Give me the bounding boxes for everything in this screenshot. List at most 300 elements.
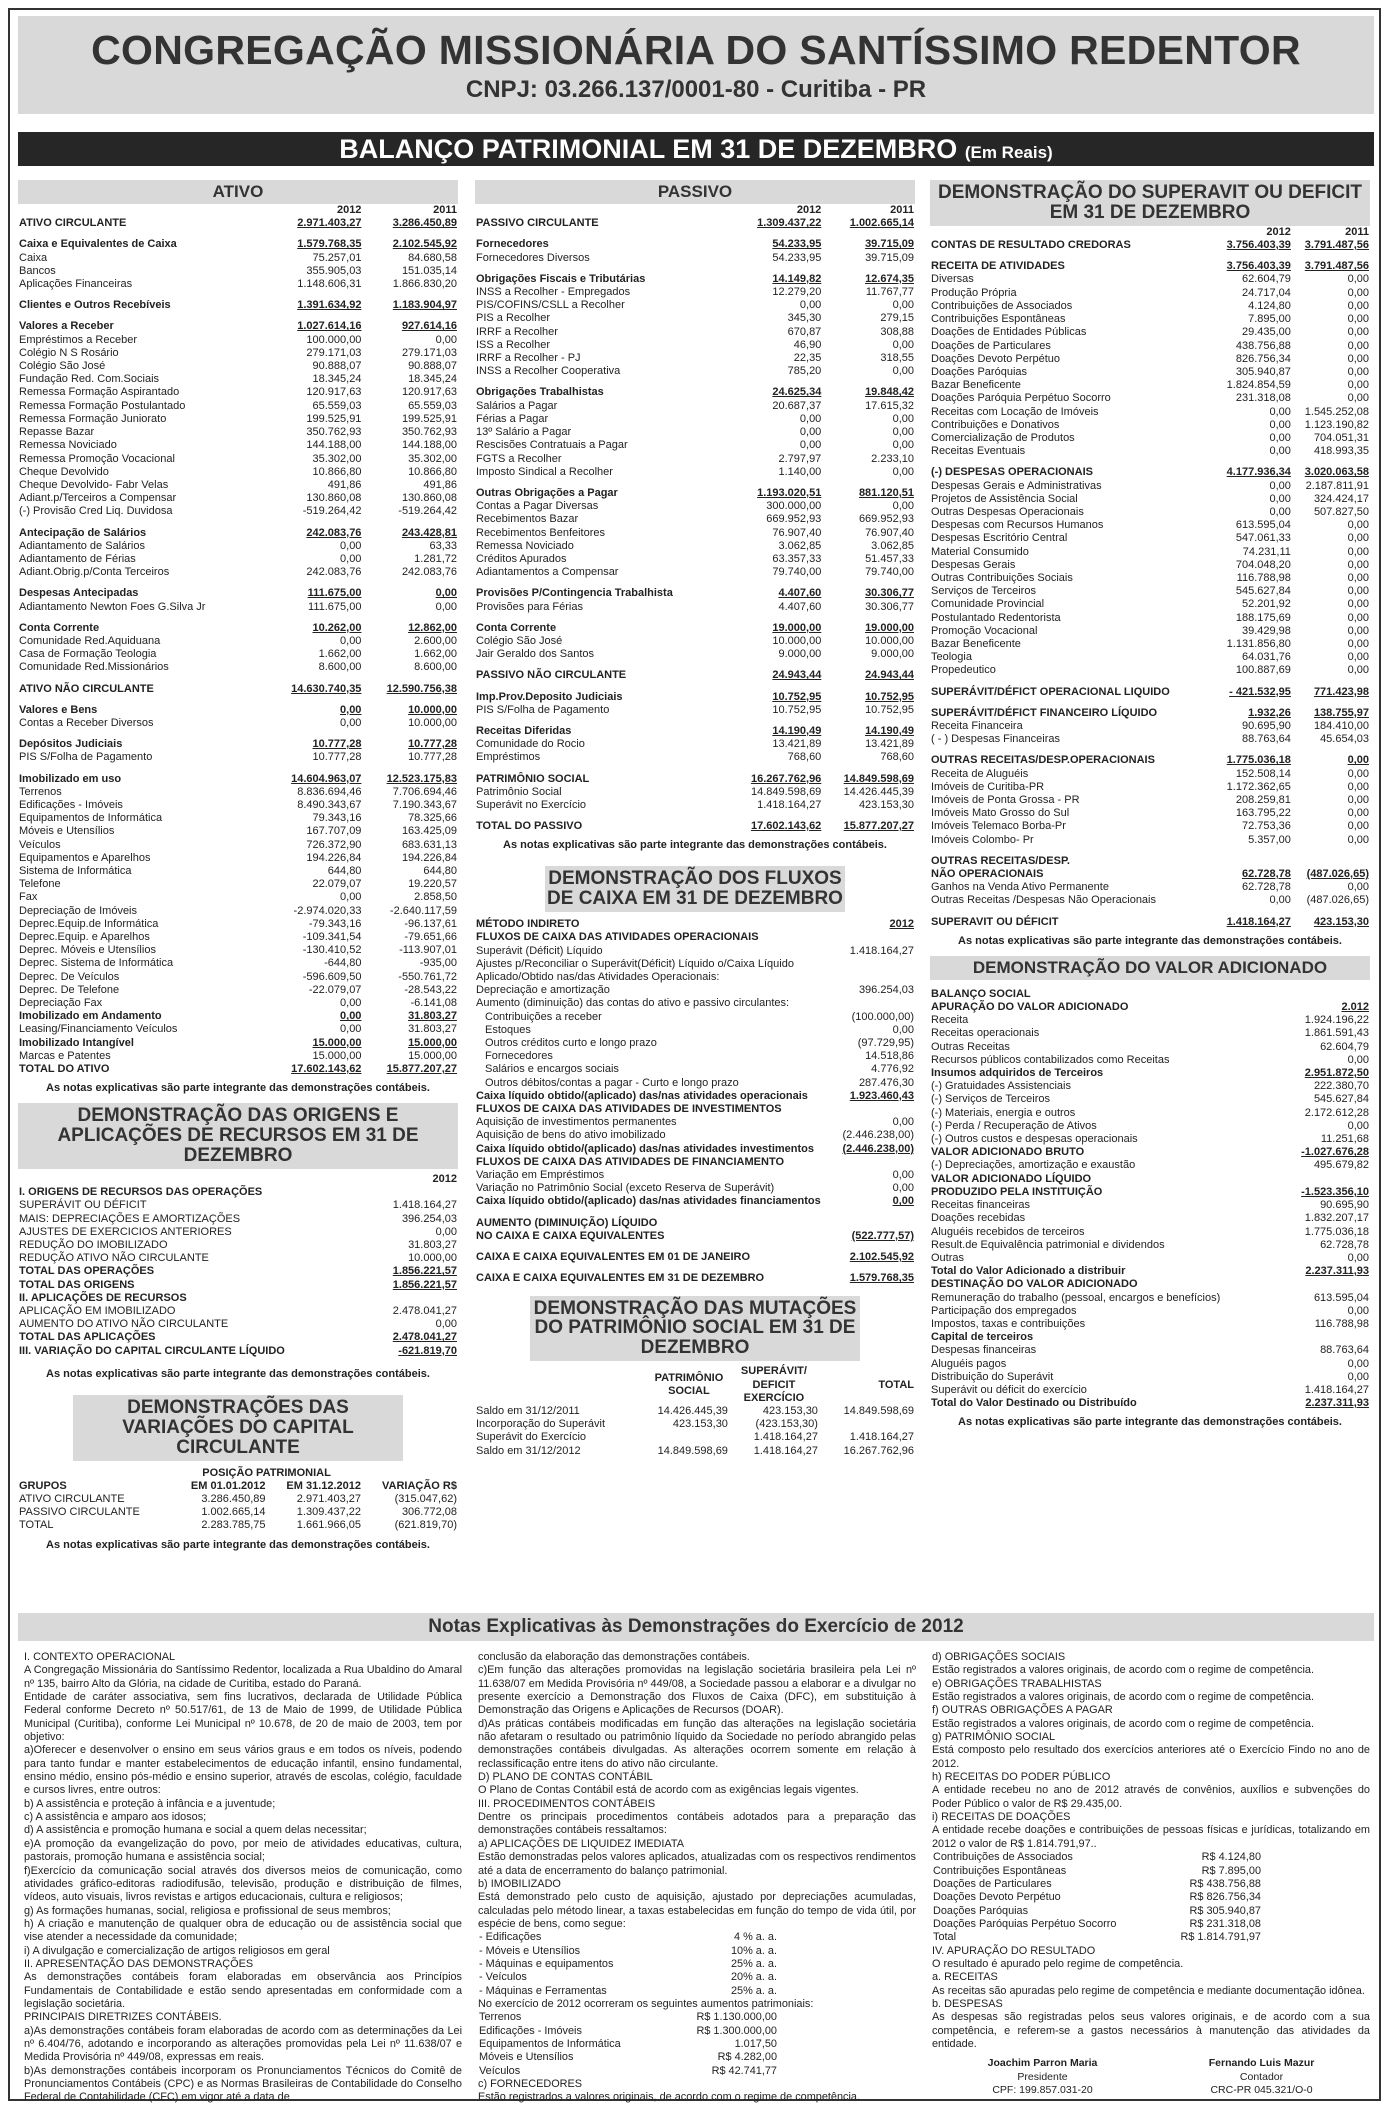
table-row xyxy=(475,683,915,691)
note-paragraph: conclusão da elaboração das demonstrações contábeis. xyxy=(478,1651,750,1663)
year-2012: 2012 xyxy=(336,204,362,217)
note-paragraph: a)As demonstrações contábeis foram elaboradas de acordo com as determinações da Lei nº 6.404/76, adotando e incorporando as alterações promovidas pela Lei nº 11.638/07 e Medida Provisória nº 449/08, expressas em reais. xyxy=(24,2024,462,2064)
table-row: Remessa Noviciado 3.062,85 3.062,85 xyxy=(476,539,914,552)
doacoes-table xyxy=(932,1851,1262,1944)
table-row xyxy=(18,614,458,622)
table-row: Incorporação do Superávit 423.153,30 (423.153,30) xyxy=(476,1418,818,1431)
table-row: Despesas Gerais 704.048,20 0,00 xyxy=(931,558,1369,571)
table-row: Adiantamento de Férias 0,00 1.281,72 xyxy=(19,552,457,565)
table-row: Receita de Aluguéis 152.508,14 0,00 xyxy=(931,767,1369,780)
table-row: Telefone 22.079,07 19.220,57 xyxy=(19,878,457,891)
table-row: VALOR ADICIONADO BRUTO -1.027.676,28 xyxy=(931,1146,1369,1159)
balance-title-band xyxy=(18,132,1374,166)
note-paragraph: b. DESPESAS xyxy=(932,1997,1003,2010)
table-row: Férias a Pagar 0,00 0,00 xyxy=(476,412,914,425)
table-row: Empréstimos a Receber 100.000,00 0,00 xyxy=(19,333,457,346)
table-row: Recursos públicos contabilizados como Receitas 0,00 xyxy=(931,1053,1369,1066)
table-row: Recebimentos Bazar 669.952,93 669.952,93 xyxy=(476,513,914,526)
table-row: CAIXA E CAIXA EQUIVALENTES EM 31 DE DEZEMBRO 1.579.768,35 xyxy=(476,1272,914,1285)
table-row: Receita 1.924.196,22 xyxy=(931,1014,1369,1027)
table-row: SUPERAVIT OU DÉFICIT 1.418.164,27 423.153,30 xyxy=(931,915,1369,928)
notes-title: Notas Explicativas às Demonstrações do Exercício de 2012 xyxy=(18,1613,1374,1641)
newspaper-page xyxy=(8,8,1381,2104)
table-row: Ajustes p/Reconciliar o Superávit(Déficit) Líquido o/Caixa Líquido xyxy=(476,957,794,970)
table-row: CONTAS DE RESULTADO CREDORAS 3.756.403,39 3.791.487,56 xyxy=(931,239,1369,252)
table-row: Comunidade Red.Aquiduana 0,00 2.600,00 xyxy=(19,634,457,647)
table-row: Participação dos empregados 0,00 xyxy=(931,1304,1369,1317)
table-row: Doações Paróquias Perpétuo Socorro R$ 231.318,08 xyxy=(933,1917,1261,1930)
table-row: - Móveis e Utensílios 10% a. a. xyxy=(479,1944,777,1957)
table-row: (-) Gratuidades Assistenciais 222.380,70 xyxy=(931,1080,1369,1093)
note-paragraph: i) RECEITAS DE DOAÇÕES xyxy=(932,1811,1071,1824)
table-row: Comunidade do Rocio 13.421,89 13.421,89 xyxy=(476,738,914,751)
table-row: Imobilizado Intangível 15.000,00 15.000,00 xyxy=(19,1036,457,1049)
table-row: Caixa líquido obtido/(aplicado) das/nas atividades financiamentos 0,00 xyxy=(476,1195,914,1208)
table-row: (-) Provisão Cred Liq. Duvidosa -519.264,42 -519.264,42 xyxy=(19,505,457,518)
note-paragraph: I. CONTEXTO OPERACIONAL xyxy=(24,1651,176,1663)
table-row: CAIXA E CAIXA EQUIVALENTES EM 01 DE JANEIRO 2.102.545,92 xyxy=(476,1251,914,1264)
table-row: Superávit ou déficit do exercício 1.418.164,27 xyxy=(931,1383,1369,1396)
table-row: ATIVO NÃO CIRCULANTE 14.630.740,35 12.590.756,38 xyxy=(19,682,457,695)
table-row: Obrigações Trabalhistas 24.625,34 19.848,42 xyxy=(476,386,914,399)
table-row xyxy=(475,479,915,487)
table-row: Aluguéis recebidos de terceiros 1.775.036,18 xyxy=(931,1225,1369,1238)
table-row: Cheque Devolvido 10.866,80 10.866,80 xyxy=(19,465,457,478)
table-row: RECEITA DE ATIVIDADES 3.756.403,39 3.791.487,56 xyxy=(931,260,1369,273)
table-row: Veículos R$ 42.741,77 xyxy=(479,2064,777,2077)
table-row: APURAÇÃO DO VALOR ADICIONADO 2.012 xyxy=(931,1001,1369,1014)
note-paragraph: c) A assistência e amparo aos idosos; xyxy=(24,1811,207,1824)
note-paragraph: As despesas são registradas pelos seus valores originais, e de acordo com a sua competência, e referem-se a gastos necessários à manutenção das atividades da entidade. xyxy=(932,2011,1370,2050)
note-paragraph: As demonstrações contábeis foram elaboradas em observância aos Princípios Fundamentais de Contabilidade e estão sendo apresentadas em conformidade com a legislação societária. xyxy=(24,1971,462,2010)
table-row: Remessa Promoção Vocacional 35.302,00 35.302,00 xyxy=(19,452,457,465)
table-row xyxy=(475,1209,915,1217)
table-row: TOTAL 2.283.785,75 1.661.966,05 (621.819,70) xyxy=(19,1519,457,1532)
table-row: Contas a Pagar Diversas 300.000,00 0,00 xyxy=(476,500,914,513)
table-row: Receitas Eventuais 0,00 418.993,35 xyxy=(931,445,1369,458)
table-row: Salários a Pagar 20.687,37 17.615,32 xyxy=(476,399,914,412)
table-row: Imóveis Mato Grosso do Sul 163.795,22 0,00 xyxy=(931,807,1369,820)
note-valor: As notas explicativas são parte integrante das demonstrações contábeis. xyxy=(958,1416,1342,1429)
col-superavit: SUPERÁVIT/ DEFICIT EXERCÍCIO xyxy=(740,1365,807,1404)
table-row: Outras Obrigações a Pagar 1.193.020,51 881.120,51 xyxy=(476,486,914,499)
table-row: DESTINAÇÃO DO VALOR ADICIONADO xyxy=(931,1278,1138,1291)
col-ativo xyxy=(18,180,458,1560)
balance-title: BALANÇO PATRIMONIAL EM 31 DE DEZEMBRO xyxy=(339,134,958,164)
table-row: Despesas financeiras 88.763,64 xyxy=(931,1344,1369,1357)
table-row: Antecipação de Salários 242.083,76 243.428,81 xyxy=(19,526,457,539)
table-row: Deprec. De Veículos -596.609,50 -550.761,72 xyxy=(19,970,457,983)
table-row: (-) Serviços de Terceiros 545.627,84 xyxy=(931,1093,1369,1106)
table-row: - Edificações 4 % a. a. xyxy=(479,1931,777,1944)
table-row xyxy=(475,230,915,238)
note-origens: As notas explicativas são parte integrante das demonstrações contábeis. xyxy=(46,1367,430,1380)
table-row: Imóveis Colombo- Pr 5.357,00 0,00 xyxy=(931,833,1369,846)
table-row: Remessa Formação Postulantado 65.559,03 65.559,03 xyxy=(19,399,457,412)
table-row: NO CAIXA E CAIXA EQUIVALENTES (522.777,57) xyxy=(476,1229,914,1242)
table-row: Contas a Receber Diversos 0,00 10.000,00 xyxy=(19,716,457,729)
fluxos-title: DEMONSTRAÇÃO DOS FLUXOS DE CAIXA EM 31 DE DEZEMBRO xyxy=(545,866,845,912)
note-paragraph: IV. APURAÇÃO DO RESULTADO xyxy=(932,1944,1096,1957)
table-row: Outros débitos/contas a pagar - Curto e longo prazo 287.476,30 xyxy=(485,1076,914,1089)
table-row xyxy=(930,458,1370,466)
table-row: - Máquinas e Ferramentas 25% a. a. xyxy=(479,1984,777,1997)
table-row: Marcas e Patentes 15.000,00 15.000,00 xyxy=(19,1049,457,1062)
table-row: Produção Própria 24.717,04 0,00 xyxy=(931,286,1369,299)
table-row: APLICAÇÃO EM IMOBILIZADO 2.478.041,27 xyxy=(19,1305,457,1318)
header xyxy=(18,16,1374,114)
table-row: Contribuições de Associados R$ 4.124,80 xyxy=(933,1851,1261,1864)
note-paragraph: A Congregação Missionária do Santíssimo Redentor, localizada a Rua Ubaldino do Amaral nº 135, bairro Alto da Glória, na cidade de Curitiba, estado do Paraná. xyxy=(24,1664,462,1690)
table-row: Doações de Entidades Públicas 29.435,00 0,00 xyxy=(931,326,1369,339)
note-passivo: As notas explicativas são parte integrante das demonstrações contábeis. xyxy=(503,839,887,852)
note-paragraph: a) APLICAÇÕES DE LIQUIDEZ IMEDIATA xyxy=(478,1837,684,1850)
table-row: Contribuições e Donativos 0,00 1.123.190,82 xyxy=(931,418,1369,431)
table-row xyxy=(475,1264,915,1272)
note-paragraph: Estão registrados a valores originais, de acordo com o regime de competência. xyxy=(932,1717,1314,1730)
table-row: Leasing/Financiamento Veículos 0,00 31.803,27 xyxy=(19,1023,457,1036)
table-row: Salários e encargos sociais 4.776,92 xyxy=(485,1063,914,1076)
table-row: PIS a Recolher 345,30 279,15 xyxy=(476,312,914,325)
table-row: Repasse Bazar 350.762,93 350.762,93 xyxy=(19,426,457,439)
table-row: Recebimentos Benfeitores 76.907,40 76.907,40 xyxy=(476,526,914,539)
table-row: Caixa e Equivalentes de Caixa 1.579.768,35 2.102.545,92 xyxy=(19,238,457,251)
table-row: PIS/COFINS/CSLL a Recolher 0,00 0,00 xyxy=(476,299,914,312)
table-row: PASSIVO CIRCULANTE 1.002.665,14 1.309.437,22 306.772,08 xyxy=(19,1506,457,1519)
table-row: Aquisição de bens do ativo imobilizado (2.446.238,00) xyxy=(476,1129,914,1142)
ativo-table xyxy=(18,204,458,1076)
table-row: Cheque Devolvido- Fabr Velas 491,86 491,86 xyxy=(19,478,457,491)
table-row: MÉTODO INDIRETO 2012 xyxy=(476,918,914,931)
note-paragraph: PRINCIPAIS DIRETRIZES CONTÁBEIS. xyxy=(24,2011,222,2024)
table-row xyxy=(930,847,1370,855)
table-row: ATIVO CIRCULANTE 3.286.450,89 2.971.403,27 (315.047,62) xyxy=(19,1493,457,1506)
table-row: REDUÇÃO ATIVO NÃO CIRCULANTE 10.000,00 xyxy=(19,1252,457,1265)
table-row: NÃO OPERACIONAIS 62.728,78 (487.026,65) xyxy=(931,868,1369,881)
table-row: Adiantamento de Salários 0,00 63,33 xyxy=(19,539,457,552)
table-row: Receita Financeira 90.695,90 184.410,00 xyxy=(931,719,1369,732)
table-row xyxy=(475,765,915,773)
note-paragraph: O resultado é apurado pelo regime de competência. xyxy=(932,1957,1184,1970)
table-row: Créditos Apurados 63.357,33 51.457,33 xyxy=(476,552,914,565)
table-row: Promoção Vocacional 39.429,98 0,00 xyxy=(931,624,1369,637)
table-row: Ganhos na Venda Ativo Permanente 62.728,78 0,00 xyxy=(931,881,1369,894)
table-row: Doações Paróquia Perpétuo Socorro 231.318,08 0,00 xyxy=(931,392,1369,405)
table-row: VALOR ADICIONADO LÍQUIDO xyxy=(931,1172,1092,1185)
note-paragraph: c)Em função das alterações promovidas na legislação societária brasileira pela Lei nº 11.638/07 em Medida Provisória nº 449/08, a Sociedade passou a elaborar e a divulgar no presente exercício a Demonstração dos Fluxos de Caixa (DFC), em substituição à Demonstração das Origens e Aplicações de Recursos (DOAR). xyxy=(478,1664,916,1717)
valor-title: DEMONSTRAÇÃO DO VALOR ADICIONADO xyxy=(930,956,1370,980)
table-row: Edificações - Imóveis R$ 1.300.000,00 xyxy=(479,2024,777,2037)
table-row: TOTAL DAS APLICAÇÕES 2.478.041,27 xyxy=(19,1331,457,1344)
table-row: AUMENTO (DIMINUIÇÃO) LÍQUIDO xyxy=(476,1216,658,1229)
col-grupos: GRUPOS xyxy=(19,1479,67,1492)
table-row xyxy=(475,1243,915,1251)
table-row: Adiant.p/Terceiros a Compensar 130.860,08 130.860,08 xyxy=(19,492,457,505)
col-total: TOTAL xyxy=(878,1378,914,1391)
signatures xyxy=(932,2057,1370,2097)
table-row: Depreciação Fax 0,00 -6.141,08 xyxy=(19,997,457,1010)
table-row: Despesas com Recursos Humanos 613.595,04 0,00 xyxy=(931,519,1369,532)
table-row: AJUSTES DE EXERCICIOS ANTERIORES 0,00 xyxy=(19,1225,457,1238)
table-row: Veículos 726.372,90 683.631,13 xyxy=(19,838,457,851)
table-row: (-) Materiais, energia e outros 2.172.612,28 xyxy=(931,1106,1369,1119)
table-row: Doações de Particulares R$ 438.756,88 xyxy=(933,1877,1261,1890)
col-patrimonio: PATRIMÔNIO SOCIAL xyxy=(654,1371,724,1398)
table-row: Remessa Noviciado 144.188,00 144.188,00 xyxy=(19,439,457,452)
table-row: INSS a Recolher Cooperativa 785,20 0,00 xyxy=(476,365,914,378)
table-row: Imp.Prov.Deposito Judiciais 10.752,95 10.752,95 xyxy=(476,690,914,703)
table-row: AUMENTO DO ATIVO NÃO CIRCULANTE 0,00 xyxy=(19,1318,457,1331)
table-row: Fornecedores 54.233,95 39.715,09 xyxy=(476,238,914,251)
table-row: Total R$ 1.814.791,97 xyxy=(933,1931,1261,1944)
table-row: Total do Valor Adicionado a distribuir 2.237.311,93 xyxy=(931,1265,1369,1278)
table-row: Bazar Beneficente 1.824.854,59 0,00 xyxy=(931,379,1369,392)
table-row: Depósitos Judiciais 10.777,28 10.777,28 xyxy=(19,738,457,751)
table-row: Patrimônio Social 14.849.598,69 14.426.445,39 xyxy=(476,785,914,798)
table-row: Clientes e Outros Recebíveis 1.391.634,92 1.183.904,97 xyxy=(19,299,457,312)
table-row: FLUXOS DE CAIXA DAS ATIVIDADES OPERACIONAIS xyxy=(476,931,759,944)
table-row: Aquisição de investimentos permanentes 0,00 xyxy=(476,1116,914,1129)
table-row: Despesas Escritório Central 547.061,33 0,00 xyxy=(931,532,1369,545)
table-row: PATRIMÔNIO SOCIAL 16.267.762,96 14.849.598,69 xyxy=(476,772,914,785)
table-row: Superávit no Exercício 1.418.164,27 423.153,30 xyxy=(476,798,914,811)
table-row: Obrigações Fiscais e Tributárias 14.149,82 12.674,35 xyxy=(476,272,914,285)
table-row: Material Consumido 74.231,11 0,00 xyxy=(931,545,1369,558)
table-row: Saldo em 31/12/2011 14.426.445,39 423.153,30 14.849.598,69 xyxy=(476,1404,914,1417)
table-row: TOTAL DAS ORIGENS 1.856.221,57 xyxy=(19,1278,457,1291)
table-row: IRRF a Recolher 670,87 308,88 xyxy=(476,325,914,338)
note-paragraph: b) A assistência e proteção à infância e a juventude; xyxy=(24,1797,276,1810)
note-paragraph: c) FORNECEDORES xyxy=(478,2078,583,2090)
table-row: Imóveis Telemaco Borba-Pr 72.753,36 0,00 xyxy=(931,820,1369,833)
table-row: Aplicações Financeiras 1.148.606,31 1.866.830,20 xyxy=(19,278,457,291)
table-row: Caixa líquido obtido/(aplicado) das/nas atividades investimentos (2.446.238,00) xyxy=(476,1142,914,1155)
note-paragraph: a)Oferecer e desenvolver o ensino em seus vários graus e em todos os níveis, podendo para tanto fundar e manter estabelecimentos de educação infantil, ensino fundamental, ensino médio, ensino pós-médio e ensino superior, através de escolas, colégio, faculdade e cursos livres, entre outros: xyxy=(24,1744,462,1797)
table-row: Variação em Empréstimos 0,00 xyxy=(476,1169,914,1182)
col-passivo xyxy=(475,180,915,1458)
table-row: Adiant.Obrig.p/Conta Terceiros 242.083,76 242.083,76 xyxy=(19,566,457,579)
table-row: OUTRAS RECEITAS/DESP. xyxy=(931,854,1070,867)
table-row: Superávit do Exercício 1.418.164,27 1.418.164,27 xyxy=(476,1431,914,1444)
table-row xyxy=(18,230,458,238)
note-paragraph: f) OUTRAS OBRIGAÇÕES A PAGAR xyxy=(932,1704,1113,1717)
table-row: Outras Receitas 62.604,79 xyxy=(931,1040,1369,1053)
table-row: Equipamentos de Informática 79.343,16 78.325,66 xyxy=(19,812,457,825)
year-2011: 2011 xyxy=(1345,225,1369,238)
table-row: PIS S/Folha de Pagamento 10.777,28 10.777,28 xyxy=(19,751,457,764)
table-row xyxy=(18,312,458,320)
table-row xyxy=(930,678,1370,686)
table-row: Outros créditos curto e longo prazo (97.729,95) xyxy=(485,1037,914,1050)
table-row: ISS a Recolher 46,90 0,00 xyxy=(476,338,914,351)
signature-accountant: Fernando Luis Mazur Contador CRC-PR 045.321/O-0 xyxy=(1208,2057,1315,2096)
table-row: Remuneração do trabalho (pessoal, encargos e benefícios) 613.595,04 xyxy=(931,1291,1369,1304)
notes-col-2 xyxy=(478,1651,916,2105)
table-row: TOTAL DAS OPERAÇÕES 1.856.221,57 xyxy=(19,1265,457,1278)
note-paragraph: Estão registrados a valores originais, de acordo com o regime de competência. xyxy=(478,2091,860,2104)
table-row: Outras Despesas Operacionais 0,00 507.827,50 xyxy=(931,505,1369,518)
col-inicio: EM 01.01.2012 xyxy=(190,1479,266,1492)
table-row: PASSIVO CIRCULANTE 1.309.437,22 1.002.665,14 xyxy=(476,217,914,230)
table-row: OUTRAS RECEITAS/DESP.OPERACIONAIS 1.775.036,18 0,00 xyxy=(931,754,1369,767)
col-superavit xyxy=(930,180,1370,1437)
note-paragraph: h) RECEITAS DO PODER PÚBLICO xyxy=(932,1771,1111,1784)
note-paragraph: II. APRESENTAÇÃO DAS DEMONSTRAÇÕES xyxy=(24,1957,254,1970)
year-2011: 2011 xyxy=(433,204,457,217)
rates-table xyxy=(478,1931,778,1998)
table-row: Fornecedores 14.518,86 xyxy=(485,1050,914,1063)
table-row: Insumos adquiridos de Terceiros 2.951.872,50 xyxy=(931,1067,1369,1080)
table-row xyxy=(475,579,915,587)
table-row: Result.de Equivalência patrimonial e dividendos 62.728,78 xyxy=(931,1238,1369,1251)
table-row: Receitas Diferidas 14.190,49 14.190,49 xyxy=(476,724,914,737)
mutacoes-table xyxy=(475,1365,915,1457)
table-row xyxy=(18,675,458,683)
table-row xyxy=(475,378,915,386)
table-row: SUPERÁVIT OU DÉFICIT 1.418.164,27 xyxy=(19,1199,457,1212)
note-paragraph: Estão registrados a valores originais, de acordo com o regime de competência. xyxy=(932,1664,1314,1677)
table-row: Saldo em 31/12/2012 14.849.598,69 1.418.164,27 16.267.762,96 xyxy=(476,1444,914,1457)
note-superavit: As notas explicativas são parte integrante das demonstrações contábeis. xyxy=(958,934,1342,947)
table-row: Aplicado/Obtido nas/das Atividades Operacionais: xyxy=(476,971,720,984)
note-paragraph: Estão registrados a valores originais, de acordo com o regime de competência. xyxy=(932,1691,1314,1704)
table-row: Remessa Formação Aspirantado 120.917,63 120.917,63 xyxy=(19,386,457,399)
passivo-table xyxy=(475,204,915,833)
table-row xyxy=(930,252,1370,260)
table-row: Terrenos 8.836.694,46 7.706.694,46 xyxy=(19,785,457,798)
table-row: Outras 0,00 xyxy=(931,1251,1369,1264)
table-row: Deprec.Equip. e Aparelhos -109.341,54 -79.651,66 xyxy=(19,931,457,943)
table-row: Bazar Beneficente 1.131.856,80 0,00 xyxy=(931,637,1369,650)
table-row: Teologia 64.031,76 0,00 xyxy=(931,651,1369,664)
table-row: Serviços de Terceiros 545.627,84 0,00 xyxy=(931,585,1369,598)
note-paragraph: Entidade de caráter associativa, sem fins lucrativos, declarada de Utilidade Pública Federal conforme Decreto nº 50.517/61, de 13 de Maio de 1999, de Utilidade Pública Municipal (Curitiba), conforme Lei Municipal nº 10.678, de 20 de maio de 2003, tem por objetivo: xyxy=(24,1691,462,1744)
table-row: Colégio São José 90.888,07 90.888,07 xyxy=(19,360,457,373)
table-row: Despesas Gerais e Administrativas 0,00 2.187.811,91 xyxy=(931,479,1369,492)
table-row: Distribuição do Superávit 0,00 xyxy=(931,1370,1369,1383)
table-row: Projetos de Assistência Social 0,00 324.424,17 xyxy=(931,492,1369,505)
table-row: SUPERÁVIT/DÉFICT FINANCEIRO LÍQUIDO 1.932,26 138.755,97 xyxy=(931,706,1369,719)
table-row: INSS a Recolher - Empregados 12.279,20 11.767,77 xyxy=(476,286,914,299)
table-row: Doações Paróquias R$ 305.940,87 xyxy=(933,1904,1261,1917)
table-row: Valores e Bens 0,00 10.000,00 xyxy=(19,703,457,716)
table-row: Colégio São José 10.000,00 10.000,00 xyxy=(476,634,914,647)
variacoes-title: DEMONSTRAÇÕES DAS VARIAÇÕES DO CAPITAL CIRCULANTE xyxy=(73,1395,403,1461)
currency-note: (Em Reais) xyxy=(964,143,1053,162)
table-row: Receitas com Locação de Imóveis 0,00 1.545.252,08 xyxy=(931,405,1369,418)
table-row: BALANÇO SOCIAL xyxy=(931,987,1031,1000)
table-row: Capital de terceiros xyxy=(931,1331,1034,1344)
table-row: PIS S/Folha de Pagamento 10.752,95 10.752,95 xyxy=(476,703,914,716)
year-2011: 2011 xyxy=(890,204,914,217)
table-row xyxy=(18,291,458,299)
table-row: Comunidade Red.Missionários 8.600,00 8.600,00 xyxy=(19,661,457,674)
note-paragraph: d) A assistência e promoção humana e social a quem delas necessitar; xyxy=(24,1824,367,1837)
table-row: Doações de Particulares 438.756,88 0,00 xyxy=(931,339,1369,352)
table-row: Conta Corrente 19.000,00 19.000,00 xyxy=(476,621,914,634)
table-row: (-) Perda / Recuperação de Ativos 0,00 xyxy=(931,1119,1369,1132)
mutacoes-title: DEMONSTRAÇÃO DAS MUTAÇÕES DO PATRIMÔNIO SOCIAL EM 31 DE DEZEMBRO xyxy=(530,1296,860,1362)
table-row: FGTS a Recolher 2.797,97 2.233,10 xyxy=(476,452,914,465)
table-row xyxy=(18,696,458,704)
table-row: Deprec. Móveis e Utensílios -130.410,52 -113.907,01 xyxy=(19,944,457,957)
table-row: Imobilizado em Andamento 0,00 31.803,27 xyxy=(19,1010,457,1023)
origens-title: DEMONSTRAÇÃO DAS ORIGENS E APLICAÇÕES DE RECURSOS EM 31 DE DEZEMBRO xyxy=(18,1103,458,1169)
table-row: Outras Receitas /Despesas Não Operacionais 0,00 (487.026,65) xyxy=(931,894,1369,907)
table-row xyxy=(18,519,458,527)
fluxos-table xyxy=(475,918,915,1285)
year-2012: 2012 xyxy=(1266,225,1291,238)
valor-table xyxy=(930,988,1370,1411)
table-row: FLUXOS DE CAIXA DAS ATIVIDADES DE FINANCIAMENTO xyxy=(476,1155,785,1168)
variacoes-table xyxy=(18,1467,458,1533)
table-row: Móveis e Utensílios 167.707,09 163.425,09 xyxy=(19,825,457,838)
table-row: Caixa 75.257,01 84.680,58 xyxy=(19,251,457,264)
table-row: Variação no Patrimônio Social (exceto Reserva de Superávit) 0,00 xyxy=(476,1182,914,1195)
table-row: Receitas operacionais 1.861.591,43 xyxy=(931,1027,1369,1040)
table-row: Aluguéis pagos 0,00 xyxy=(931,1357,1369,1370)
table-row: Edificações - Imóveis 8.490.343,67 7.190.343,67 xyxy=(19,798,457,811)
table-row: Colégio N S Rosário 279.171,03 279.171,03 xyxy=(19,346,457,359)
table-row xyxy=(18,579,458,587)
table-row: MAIS: DEPRECIAÇÕES E AMORTIZAÇÕES 396.254,03 xyxy=(19,1212,457,1225)
table-row: Estoques 0,00 xyxy=(485,1023,914,1036)
note-paragraph: e) OBRIGAÇÕES TRABALHISTAS xyxy=(932,1677,1102,1690)
table-row: Imobilizado em uso 14.604.963,07 12.523.175,83 xyxy=(19,772,457,785)
table-row: Empréstimos 768,60 768,60 xyxy=(476,751,914,764)
table-row xyxy=(930,908,1370,916)
signature-president: Joachim Parron Maria Presidente CPF: 199.857.031-20 xyxy=(987,2057,1098,2096)
table-row: Bancos 355.905,03 151.035,14 xyxy=(19,264,457,277)
col-fim: EM 31.12.2012 xyxy=(286,1479,362,1492)
notes-col-1 xyxy=(24,1651,462,2105)
variacoes-group: POSIÇÃO PATRIMONIAL xyxy=(202,1466,331,1479)
table-row: Impostos, taxas e contribuições 116.788,98 xyxy=(931,1317,1369,1330)
table-row: TOTAL DO PASSIVO 17.602.143,62 15.877.207,27 xyxy=(476,820,914,833)
table-row: Postulantado Redentorista 188.175,69 0,00 xyxy=(931,611,1369,624)
note-paragraph: b) IMOBILIZADO xyxy=(478,1877,561,1890)
table-row: Depreciação de Imóveis -2.974.020,33 -2.640.117,59 xyxy=(19,904,457,917)
year-2012: 2012 xyxy=(796,204,822,217)
table-row: Comunidade Provincial 52.201,92 0,00 xyxy=(931,598,1369,611)
table-row: Imóveis de Ponta Grossa - PR 208.259,81 0,00 xyxy=(931,794,1369,806)
table-row xyxy=(930,699,1370,707)
table-row: Contribuições a receber (100.000,00) xyxy=(485,1010,914,1023)
table-row: PASSIVO NÃO CIRCULANTE 24.943,44 24.943,44 xyxy=(476,669,914,682)
table-row xyxy=(475,614,915,622)
table-row: 13º Salário a Pagar 0,00 0,00 xyxy=(476,426,914,439)
table-row: I. ORIGENS DE RECURSOS DAS OPERAÇÕES xyxy=(19,1186,263,1199)
cnpj-line: CNPJ: 03.266.137/0001-80 - Curitiba - PR xyxy=(465,76,927,104)
note-paragraph: a. RECEITAS xyxy=(932,1971,998,1984)
table-row: Despesas Antecipadas 111.675,00 0,00 xyxy=(19,587,457,600)
table-row: Propedeutico 100.887,69 0,00 xyxy=(931,664,1369,677)
table-row: Conta Corrente 10.262,00 12.862,00 xyxy=(19,621,457,634)
table-row: Doações Devoto Perpétuo R$ 826.756,34 xyxy=(933,1891,1261,1904)
table-row: Superávit (Déficit) Líquido 1.418.164,27 xyxy=(476,944,914,957)
table-row: Total do Valor Destinado ou Distribuído 2.237.311,93 xyxy=(931,1397,1369,1410)
superavit-title: DEMONSTRAÇÃO DO SUPERAVIT OU DEFICIT EM 31 DE DEZEMBRO xyxy=(930,180,1370,226)
table-row: Imóveis de Curitiba-PR 1.172.362,65 0,00 xyxy=(931,780,1369,793)
table-row: Imposto Sindical a Recolher 1.140,00 0,00 xyxy=(476,465,914,478)
table-row: Doações recebidas 1.832.207,17 xyxy=(931,1212,1369,1225)
table-row: Adiantamento Newton Foes G.Silva Jr 111.675,00 0,00 xyxy=(19,600,457,613)
table-row: Rescisões Contratuais a Pagar 0,00 0,00 xyxy=(476,439,914,452)
notes-col-3 xyxy=(932,1651,1370,2097)
table-row: Contribuições Espontâneas R$ 7.895,00 xyxy=(933,1864,1261,1877)
table-row xyxy=(18,765,458,773)
note-paragraph: Estão demonstradas pelos valores aplicados, atualizadas com os respectivos rendimentos até a data de encerramento do balanço patrimonial. xyxy=(478,1851,916,1877)
